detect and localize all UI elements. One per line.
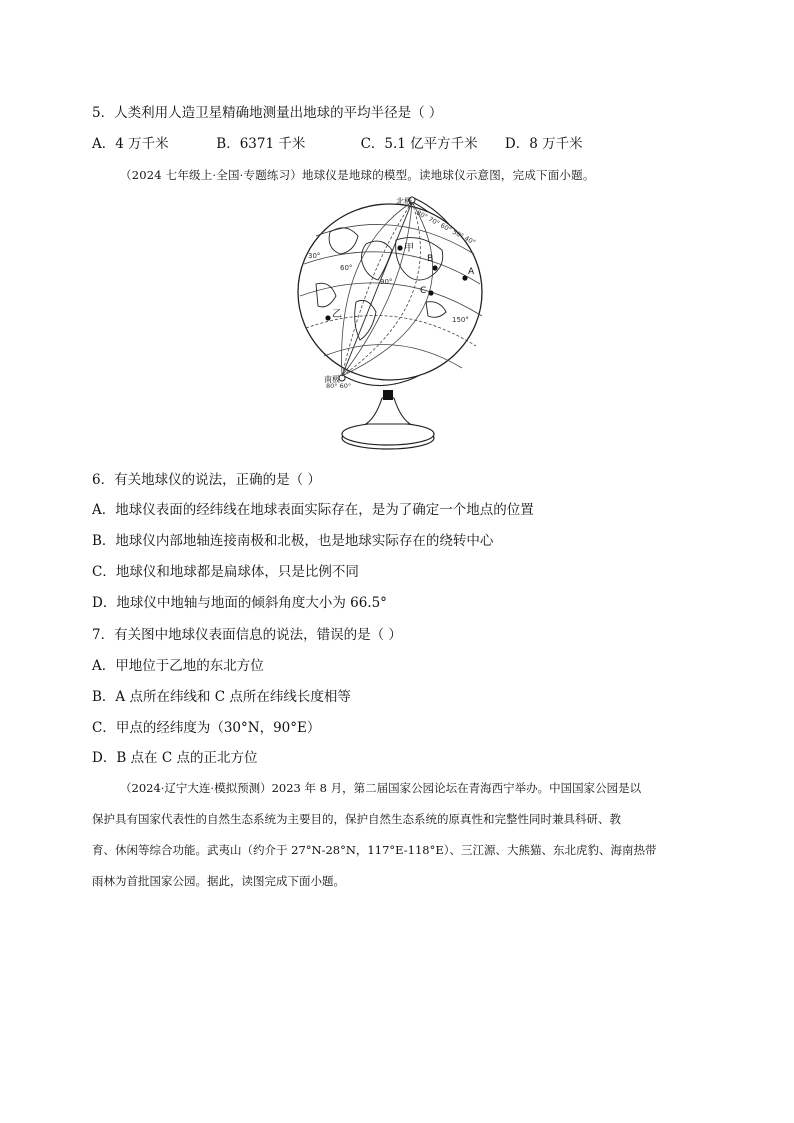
point-c-label: C <box>420 286 427 296</box>
intro-national-park <box>92 773 732 897</box>
q5-option-d[interactable]: D．8 万千米 <box>504 136 583 152</box>
point-yi <box>325 315 330 320</box>
lon-60-label: 60° <box>340 264 353 272</box>
intro2-line-4: 雨林为首批国家公园。据此，读图完成下面小题。 <box>92 874 345 888</box>
q5-option-a[interactable]: A．4 万千米 <box>92 136 169 152</box>
north-pole-label: 北极 <box>396 197 412 206</box>
q7-option-b[interactable]: B．A 点所在纬线和 C 点所在纬线长度相等 <box>92 689 351 705</box>
question-5-options <box>92 135 583 153</box>
lon-90-label: 90° <box>380 278 393 286</box>
intro2-line-1: （2024·辽宁大连·模拟预测）2023 年 8 月，第二届国家公园论坛在青海西宁举办。中国国家公园是以 <box>120 781 642 795</box>
point-b <box>432 265 437 270</box>
point-jia-label: 甲 <box>404 243 414 254</box>
q7-option-d[interactable]: D．B 点在 C 点的正北方位 <box>92 750 258 766</box>
question-6-stem: 6．有关地球仪的说法，正确的是（ ） <box>92 472 321 488</box>
globe-figure <box>296 192 496 454</box>
point-c <box>428 290 433 295</box>
question-5-stem: 5．人类利用人造卫星精确地测量出地球的平均半径是（ ） <box>92 105 443 121</box>
intro-globe: （2024 七年级上·全国·专题练习）地球仪是地球的模型。读地球仪示意图，完成下面小题。 <box>120 168 595 182</box>
ring-top-degrees: 80° 70° 60° 50° 40° <box>415 208 477 247</box>
question-7-stem: 7．有关图中地球仪表面信息的说法，错误的是（ ） <box>92 627 402 643</box>
point-yi-label: 乙 <box>332 309 342 320</box>
q7-option-c[interactable]: C．甲点的经纬度为（30°N，90°E） <box>92 720 321 736</box>
stand-joint <box>383 390 393 400</box>
q6-option-c[interactable]: C．地球仪和地球都是扁球体，只是比例不同 <box>92 564 359 580</box>
south-pole-label: 南极 <box>324 375 340 384</box>
intro2-line-2: 保护具有国家代表性的自然生态系统为主要目的，保护自然生态系统的原真性和完整性同时兼具科研、教 <box>92 812 621 826</box>
point-a <box>462 275 467 280</box>
stand-base-top <box>342 423 434 445</box>
q6-option-a[interactable]: A．地球仪表面的经纬线在地球表面实际存在，是为了确定一个地点的位置 <box>92 502 534 518</box>
point-b-label: B <box>427 254 434 264</box>
intro2-line-3: 育、休闲等综合功能。武夷山（约介于 27°N-28°N，117°E-118°E）、三江源、大熊猫、东北虎豹、海南热带 <box>92 843 657 857</box>
q6-option-d[interactable]: D．地球仪中地轴与地面的倾斜角度大小为 66.5° <box>92 595 387 611</box>
lon-150-label: 150° <box>452 316 469 324</box>
q7-option-a[interactable]: A．甲地位于乙地的东北方位 <box>92 658 264 674</box>
lon-30-label: 30° <box>308 252 321 260</box>
stand-neck <box>366 398 410 424</box>
globe-svg <box>296 192 496 454</box>
point-a-label: A <box>468 267 475 277</box>
q6-option-b[interactable]: B．地球仪内部地轴连接南极和北极，也是地球实际存在的绕转中心 <box>92 533 494 549</box>
q5-option-b[interactable]: B．6371 千米 <box>216 136 306 152</box>
ring-bottom-degrees: 80° 60° <box>326 382 352 390</box>
point-jia <box>397 245 402 250</box>
q5-option-c[interactable]: C．5.1 亿平方千米 <box>360 136 478 152</box>
